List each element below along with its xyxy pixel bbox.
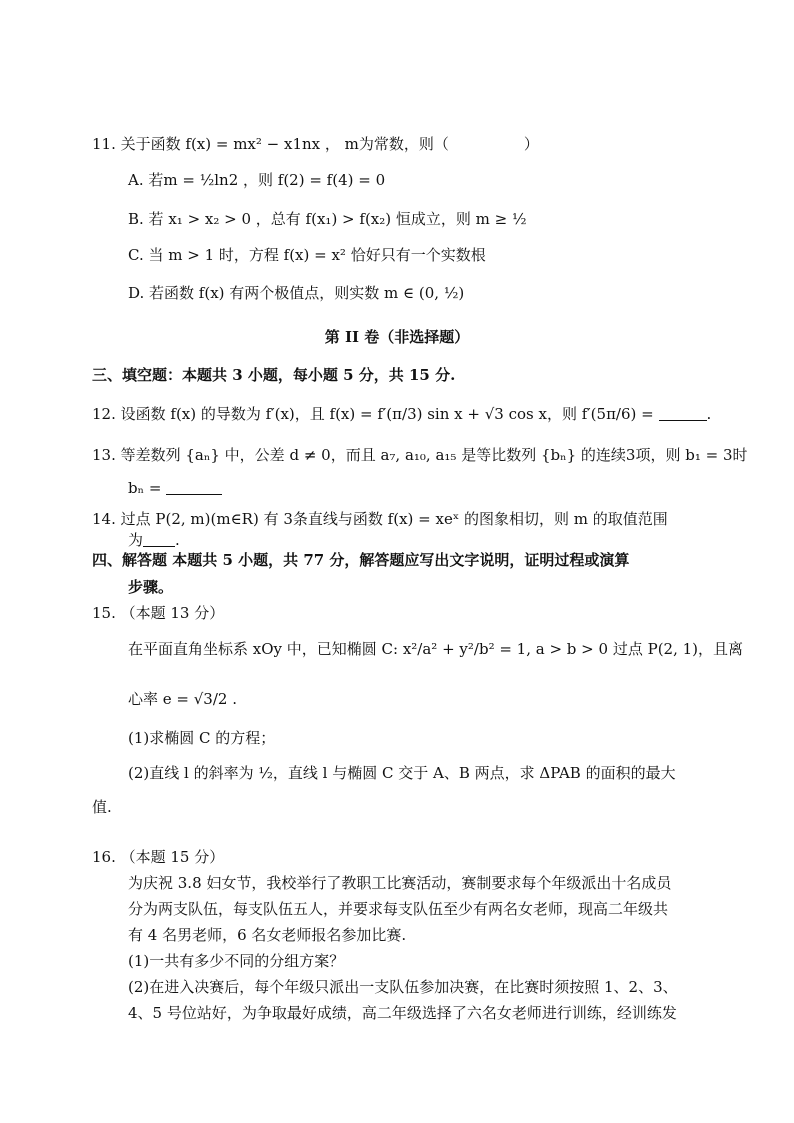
- q11-stem: 11. 关于函数 f(x) = mx² − x1nx ， m为常数，则（ ）: [92, 135, 539, 153]
- part3-heading: 三、填空题：本题共 3 小题，每小题 5 分，共 15 分.: [92, 366, 456, 384]
- part4-heading-2: 步骤。: [128, 578, 174, 596]
- q15-sub2b: 值.: [92, 798, 112, 816]
- q11-option-a: A. 若m = ½ln2 ，则 f(2) = f(4) = 0: [128, 171, 386, 189]
- q12-period: .: [706, 405, 712, 423]
- q16-line4: (1)一共有多少不同的分组方案？: [128, 952, 345, 970]
- q15-sub2: (2)直线 l 的斜率为 ½，直线 l 与椭圆 C 交于 A、B 两点，求 ΔPAB 的面积的最大: [128, 764, 676, 782]
- q13-bn: bₙ =: [128, 479, 162, 497]
- q13-line2: [128, 480, 222, 496]
- q11-option-c: C. 当 m > 1 时，方程 f(x) = x² 恰好只有一个实数根: [128, 246, 486, 264]
- q16-line3: 有 4 名男老师，6 名女老师报名参加比赛.: [128, 926, 407, 944]
- q14-line2: [128, 532, 180, 548]
- q12-text: [92, 406, 711, 422]
- q12-answer-blank[interactable]: [659, 406, 707, 421]
- part4-heading: 四、解答题 本题共 5 小题，共 77 分，解答题应写出文字说明，证明过程或演算: [92, 551, 630, 569]
- q11-option-d: D. 若函数 f(x) 有两个极值点，则实数 m ∈ (0, ½): [128, 284, 465, 302]
- q16-line1: 为庆祝 3.8 妇女节，我校举行了教职工比赛活动，赛制要求每个年级派出十名成员: [128, 874, 672, 892]
- q16-head: 16. （本题 15 分）: [92, 848, 225, 866]
- q16-line6: 4、5 号位站好，为争取最好成绩，高二年级选择了六名女老师进行训练，经训练发: [128, 1004, 677, 1022]
- q15-line1: 在平面直角坐标系 xOy 中，已知椭圆 C: x²/a² + y²/b² = 1, a > b > 0 过点 P(2, 1)，且离: [128, 640, 744, 658]
- q15-sub1: (1)求椭圆 C 的方程；: [128, 729, 276, 747]
- q16-line2: 分为两支队伍，每支队伍五人，并要求每支队伍至少有两名女老师，现高二年级共: [128, 900, 669, 918]
- q12-main: 12. 设函数 f(x) 的导数为 f′(x)，且 f(x) = f′(π/3) sin x + √3 cos x，则 f′(5π/6) =: [92, 405, 654, 423]
- q15-line2: 心率 e = √3/2 .: [128, 690, 237, 708]
- q16-line5: (2)在进入决赛后，每个年级只派出一支队伍参加决赛，在比赛时须按照 1、2、3、: [128, 978, 678, 996]
- q11-option-b: B. 若 x₁ > x₂ > 0 ，总有 f(x₁) > f(x₂) 恒成立，则 m ≥ ½: [128, 210, 527, 228]
- q14-answer-blank[interactable]: [143, 532, 175, 547]
- q14-wei: 为: [128, 531, 144, 549]
- q14-period: .: [175, 531, 180, 549]
- section-title: 第 II 卷（非选择题）: [324, 328, 470, 346]
- q14-text: 14. 过点 P(2, m)(m∈R) 有 3条直线与函数 f(x) = xeˣ 的图象相切，则 m 的取值范围: [92, 510, 668, 528]
- q15-head: 15. （本题 13 分）: [92, 604, 225, 622]
- q13-text: 13. 等差数列 {aₙ} 中，公差 d ≠ 0，而且 a₇, a₁₀, a₁₅ 是等比数列 {bₙ} 的连续3项，则 b₁ = 3时: [92, 446, 748, 464]
- q13-answer-blank[interactable]: [166, 480, 222, 495]
